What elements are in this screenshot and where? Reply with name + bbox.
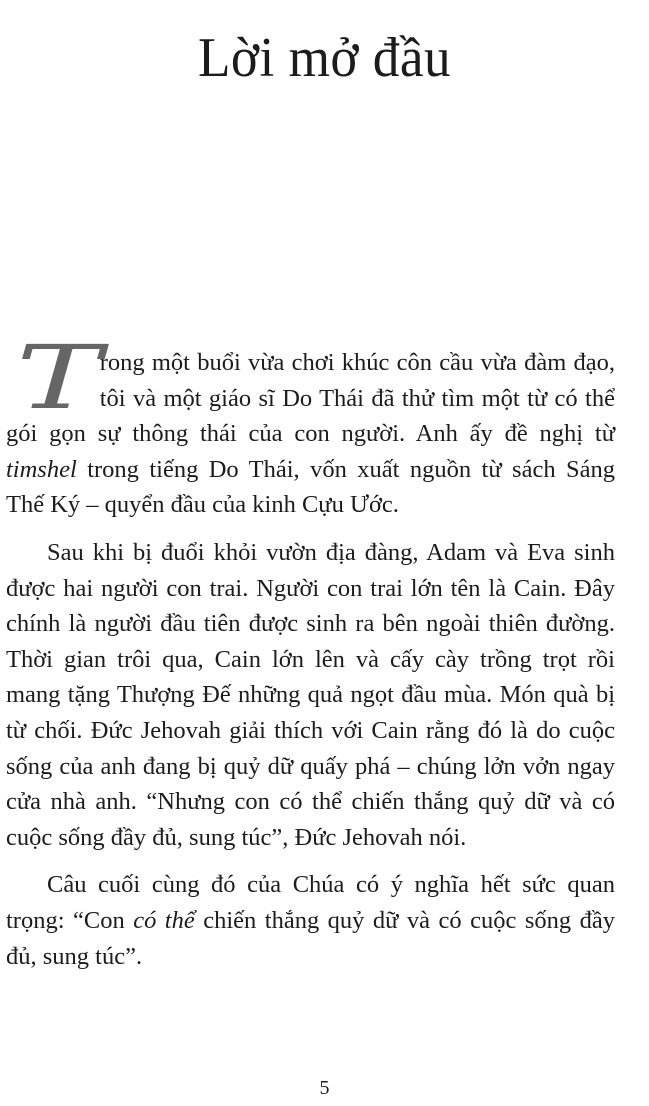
- body-text: [6, 326, 615, 986]
- drop-cap: T: [16, 326, 102, 429]
- paragraph-3: [6, 867, 615, 974]
- italic-phrase: có thể: [133, 906, 195, 934]
- italic-word-timshel: timshel: [6, 455, 77, 483]
- paragraph-2: Sau khi bị đuổi khỏi vườn địa đàng, Adam và Eva sinh được hai người con trai. Người con trai lớn tên là Cain. Đây chính là người đầu tiên được sinh ra bên ngoài thiên đường. Thời gian trôi qua, Cain lớn lên và cấy cày trồng trọt rồi mang tặng Thượng Đế những quả ngọt đầu mùa. Món quà bị từ chối. Đức Jehovah giải thích với Cain rằng đó là do cuộc sống của anh đang bị quỷ dữ quấy phá – chúng lởn vởn ngay cửa nhà anh. “Nhưng con có thể chiến thắng quỷ dữ và có cuộc sống đầy đủ, sung túc”, Đức Jehovah nói.: [6, 538, 615, 851]
- page-title: Lời mở đầu: [197, 27, 452, 89]
- paragraph-1-text-b: trong tiếng Do Thái, vốn xuất nguồn từ sách Sáng Thế Ký – quyển đầu của kinh Cựu Ước.: [6, 455, 615, 519]
- paragraph-3-text-b: chiến thắng quỷ dữ và có cuộc sống đầy đủ, sung túc”.: [6, 906, 615, 970]
- paragraph-1-text-a: rong một buổi vừa chơi khúc côn cầu vừa đàm đạo, tôi và một giáo sĩ Do Thái đã thử tìm một từ có thể gói gọn sự thông thái của con người. Anh ấy đề nghị từ: [6, 349, 615, 448]
- page-number: 5: [319, 1077, 330, 1099]
- paragraph-3-text-a: Câu cuối cùng đó của Chúa có ý nghĩa hết sức quan trọng: “Con: [6, 871, 615, 934]
- paragraph-1: [6, 326, 615, 523]
